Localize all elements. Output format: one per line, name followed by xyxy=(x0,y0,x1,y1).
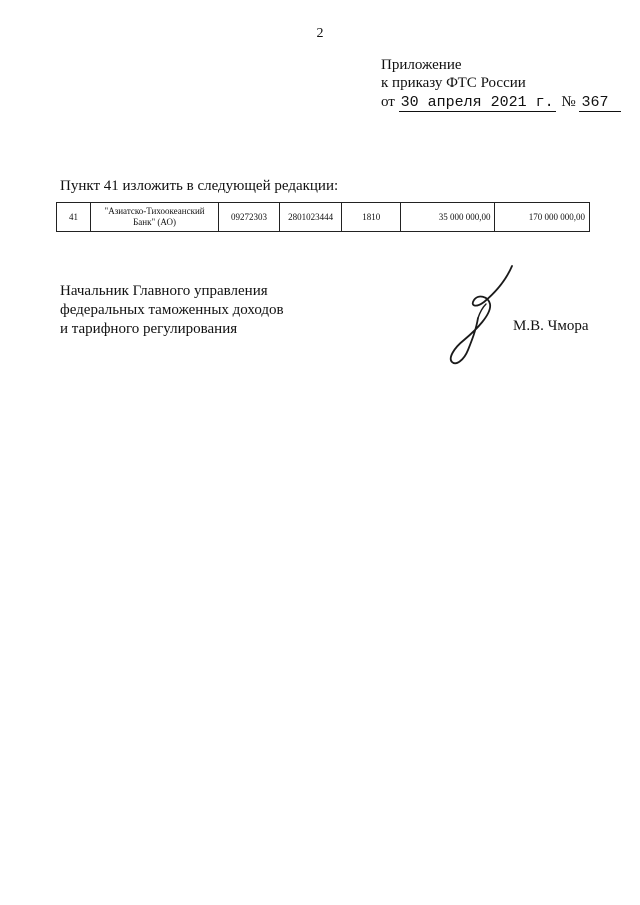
signer-name: М.В. Чмора xyxy=(513,318,589,334)
number-sign: № xyxy=(561,94,576,110)
appendix-title: Приложение xyxy=(381,57,462,73)
amount2-cell: 170 000 000,00 xyxy=(495,203,590,232)
position-line3: и тарифного регулирования xyxy=(60,321,238,337)
date-prefix: от xyxy=(381,94,395,110)
table-row xyxy=(57,203,590,232)
bank-name-line1: "Азиатско-Тихоокеанский xyxy=(104,206,205,216)
amount1-cell: 35 000 000,00 xyxy=(400,203,494,232)
code3-cell: 1810 xyxy=(342,203,401,232)
appendix-header xyxy=(381,56,621,112)
page-number: 2 xyxy=(316,26,324,41)
record-table xyxy=(56,202,590,232)
code2-cell: 2801023444 xyxy=(279,203,342,232)
position-line1: Начальник Главного управления xyxy=(60,283,268,299)
order-reference: к приказу ФТС России xyxy=(381,75,526,91)
intro-text: Пункт 41 изложить в следующей редакции: xyxy=(60,178,339,194)
row-index: 41 xyxy=(57,203,91,232)
order-date: 30 апреля 2021 г. xyxy=(400,94,554,111)
bank-name-line2: Банк" (АО) xyxy=(133,217,176,227)
order-number: 367 xyxy=(579,95,621,112)
order-date-line xyxy=(381,93,621,112)
position-line2: федеральных таможенных доходов xyxy=(60,302,284,318)
signatory-position xyxy=(60,282,284,339)
bank-name-cell xyxy=(90,203,218,232)
code1-cell: 09272303 xyxy=(219,203,280,232)
